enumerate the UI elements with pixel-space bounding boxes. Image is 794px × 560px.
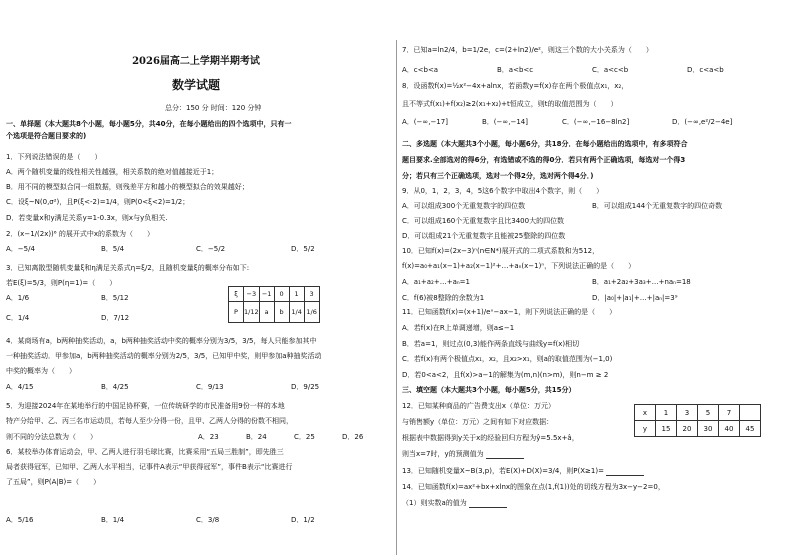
q9-option-c: C．可以组成160个无重复数字且比3400大的四位数 bbox=[402, 217, 565, 225]
q10-option-a: A．a₁+a₂+…+aₙ=1 bbox=[402, 278, 470, 286]
q12-line-4 bbox=[402, 450, 524, 459]
q4-line-1: 4．某商场有a，b两种抽奖活动，a，b两种抽奖活动中奖的概率分别为3/5，3/5，每人只能参加其中 bbox=[6, 337, 317, 345]
table-cell: 7 bbox=[719, 405, 740, 421]
q2-stem: 2．(x−1/(2x))⁶ 的展开式中x的系数为（ ） bbox=[6, 230, 154, 238]
q8-options bbox=[402, 118, 772, 127]
table-cell: 1/4 bbox=[289, 302, 304, 323]
q2-option-b: B．5/4 bbox=[101, 245, 125, 253]
q5-line-2: 特产分给甲、乙、丙三名市运动员，若每人至少分得一份，且甲、乙两人分得的份数不相同， bbox=[6, 417, 293, 425]
q13-stem: 13．已知随机变量X~B(3,p)，若E(X)+D(X)=3/4，则P(X≥1)= bbox=[402, 467, 604, 475]
q9-option-a: A．可以组成300个无重复数字的四位数 bbox=[402, 202, 526, 210]
subject-title: 数学试题 bbox=[171, 78, 220, 92]
table-cell: 1/12 bbox=[244, 302, 260, 323]
q10-line-1: 10．已知f(x)=(2x−3)ⁿ(n∈N*)展开式的二项式系数和为512， bbox=[402, 247, 600, 255]
section2-line-2: 题目要求.全部选对的得6分，有选错或不选的得0分．若只有两个正确选项，每选对一个得3 bbox=[402, 156, 686, 164]
table-cell: b bbox=[274, 302, 289, 323]
q3-options-row2 bbox=[6, 314, 196, 323]
q5-option-c: C．25 bbox=[294, 433, 315, 441]
table-row bbox=[229, 287, 320, 302]
q13-answer-blank[interactable] bbox=[606, 468, 644, 476]
section3-heading: 三、填空题（本大题共3个小题，每小题5分，共15分） bbox=[402, 386, 576, 394]
table-cell: 20 bbox=[677, 421, 698, 437]
q14-answer-blank[interactable] bbox=[469, 500, 507, 508]
q1-option-d: D．若变量x和y满足关系y=1-0.3x，则x与y负相关. bbox=[6, 214, 168, 222]
q2-option-c: C．−5/2 bbox=[196, 245, 226, 253]
q9-option-d: D．可以组成21个无重复数字且能被25整除的四位数 bbox=[402, 232, 566, 240]
exam-title: 2026届高二上学期半期考试 bbox=[132, 56, 260, 67]
q3-option-b: B．5/12 bbox=[101, 294, 129, 302]
table-cell: P bbox=[229, 302, 244, 323]
q7-option-a: A．c<b<a bbox=[402, 66, 439, 74]
q11-stem: 11．已知函数f(x)=(x+1)/eˣ−ax−1，则下列说法正确的是（ ） bbox=[402, 308, 617, 316]
q14-line-1: 14．已知函数f(x)=ax²+bx+xlnx的图象在点(1,f(1))处的切线方程为3x−y−2=0， bbox=[402, 483, 665, 491]
q11-option-d: D．若0<a<2，且f(x)>a−1的解集为(m,n)(n>m)，则n−m ≥ 2 bbox=[402, 371, 609, 379]
q8-line-1: 8．设函数f(x)=½x²−4x+alnx，若函数y=f(x)存在两个极值点x₁，x₂， bbox=[402, 82, 629, 90]
q5-option-d: D．26 bbox=[342, 433, 364, 441]
q4-option-a: A．4/15 bbox=[6, 383, 34, 391]
section1-heading-2: 个选项是符合题目要求的) bbox=[6, 132, 87, 140]
q4-line-2: 一种抽奖活动．甲参加a，b两种抽奖活动的概率分别为2/5，3/5，已知甲中奖，则甲参加a种抽奖活动 bbox=[6, 352, 322, 360]
q6-line-1: 6．某校举办体育运动会，甲、乙两人进行羽毛球比赛，比赛采用“五局三胜制”，即先胜三 bbox=[6, 448, 284, 456]
table-cell: 1/6 bbox=[304, 302, 319, 323]
q12-line-2: 与销售额y（单位：万元）之间有如下对应数据： bbox=[402, 418, 554, 426]
q6-option-a: A．5/16 bbox=[6, 516, 34, 524]
q1-option-c: C．设ξ~N(0,σ²)，且P(ξ<-2)=1/4，则P(0<ξ<2)=1/2； bbox=[6, 198, 190, 206]
q8-option-a: A．(−∞,−17] bbox=[402, 118, 448, 126]
q6-line-3: 了五局”，则P(A|B)=（ ） bbox=[6, 478, 101, 486]
q2-option-d: D．5/2 bbox=[291, 245, 315, 253]
table-cell: 30 bbox=[698, 421, 719, 437]
q6-option-c: C．3/8 bbox=[196, 516, 220, 524]
q6-option-d: D．1/2 bbox=[291, 516, 315, 524]
q10-line-2: f(x)=a₀+a₁(x−1)+a₂(x−1)²+…+aₙ(x−1)ⁿ，下列说法正确的是（ ） bbox=[402, 262, 636, 270]
table-cell bbox=[740, 405, 761, 421]
q10-options-row1 bbox=[402, 278, 782, 287]
q14-line-2 bbox=[402, 499, 507, 508]
q3-option-d: D．7/12 bbox=[101, 314, 130, 322]
q3-option-c: C．1/4 bbox=[6, 314, 30, 322]
q4-option-c: C．9/13 bbox=[196, 383, 224, 391]
q5-option-a: A．23 bbox=[198, 433, 219, 441]
q8-option-d: D．(−∞,e²/2−4e] bbox=[672, 118, 733, 126]
section1-heading: 一、单择题（本大题共8个小题，每小题5分，共40分，在每小题给出的四个选项中，只有一 bbox=[6, 120, 292, 128]
q2-options bbox=[6, 245, 386, 254]
q10-option-b: B．a₁+2a₂+3a₃+…+naₙ=18 bbox=[592, 278, 691, 286]
table-row bbox=[635, 405, 761, 421]
q6-option-b: B．1/4 bbox=[101, 516, 125, 524]
q12-answer-blank[interactable] bbox=[486, 451, 524, 459]
q12-line-3: 根据表中数据得到y关于x的经验回归方程为ŷ=5.5x+â， bbox=[402, 434, 579, 442]
table-cell: 1 bbox=[289, 287, 304, 302]
q11-option-c: C．若f(x)有两个极值点x₁，x₂，且x₂>x₁，则a的取值范围为(−1,0) bbox=[402, 355, 613, 363]
q11-option-b: B．若a=1，则过点(0,3)能作两条直线与曲线y=f(x)相切 bbox=[402, 340, 580, 348]
q2-option-a: A．−5/4 bbox=[6, 245, 35, 253]
q5-line-3: 则不同的分法总数为（ ） bbox=[6, 433, 97, 441]
q10-options-row2 bbox=[402, 294, 782, 303]
table-cell: 3 bbox=[677, 405, 698, 421]
q7-stem: 7．已知a=ln2/4，b=1/2e，c=(2+ln2)/e²，则这三个数的大小关系为（ ） bbox=[402, 46, 653, 54]
table-row bbox=[229, 302, 320, 323]
table-cell: 0 bbox=[274, 287, 289, 302]
left-column bbox=[0, 0, 392, 560]
q12-line-1: 12．已知某种商品的广告费支出x（单位：万元） bbox=[402, 402, 556, 410]
table-cell: a bbox=[259, 302, 274, 323]
table-cell: −3 bbox=[244, 287, 260, 302]
q8-option-c: C．(−∞,−16−8ln2] bbox=[562, 118, 630, 126]
q5-options bbox=[198, 433, 390, 442]
q11-option-a: A．若f(x)在R上单调递增，则a≤−1 bbox=[402, 324, 515, 332]
q12-data-table bbox=[634, 404, 761, 437]
q10-option-d: D．|a₀|+|a₁|+…+|aₙ|=3⁹ bbox=[592, 294, 678, 302]
q4-option-b: B．4/25 bbox=[101, 383, 129, 391]
table-cell: 45 bbox=[740, 421, 761, 437]
q7-option-b: B．a<b<c bbox=[497, 66, 534, 74]
q7-options bbox=[402, 66, 782, 75]
table-cell: 40 bbox=[719, 421, 740, 437]
q10-option-c: C．f(6)被8整除的余数为1 bbox=[402, 294, 485, 302]
table-cell: 5 bbox=[698, 405, 719, 421]
q7-option-d: D．c<a<b bbox=[687, 66, 724, 74]
q4-line-3: 中奖的概率为（ ） bbox=[6, 367, 76, 375]
section2-line-1: 二、多选题（本大题共3个小题，每小题6分，共18分．在每小题给出的选项中，有多项符合 bbox=[402, 140, 688, 148]
q14-part1-text: （1）则实数a的值为 bbox=[402, 499, 467, 507]
q8-line-2: 且不等式f(x₁)+f(x₂)≥2(x₁+x₂)+t恒成立，则t的取值范围为（ ） bbox=[402, 100, 618, 108]
table-cell: ξ bbox=[229, 287, 244, 302]
q3-options-row1 bbox=[6, 294, 196, 303]
q12-line-4-text: 则当x=7时，y的预测值为 bbox=[402, 450, 484, 458]
table-cell: x bbox=[635, 405, 656, 421]
table-row bbox=[635, 421, 761, 437]
q4-options bbox=[6, 383, 386, 392]
q1-stem: 1．下列说法错误的是（ ） bbox=[6, 153, 102, 161]
q9-stem: 9．从0，1，2，3，4，5这6个数字中取出4个数字，则（ ） bbox=[402, 187, 604, 195]
q6-line-2: 局者获得冠军，已知甲、乙两人水平相当，记事件A表示“甲获得冠军”，事件B表示“比赛进行 bbox=[6, 463, 293, 471]
q5-option-b: B．24 bbox=[246, 433, 267, 441]
q7-option-c: C．a<c<b bbox=[592, 66, 629, 74]
table-cell: 3 bbox=[304, 287, 319, 302]
column-divider bbox=[396, 40, 397, 555]
q1-option-b: B．用不同的模型拟合同一组数据，则残差平方和越小的模型拟合的效果越好； bbox=[6, 183, 249, 191]
q1-option-a: A．两个随机变量的线性相关性越强，相关系数的绝对值越接近于1； bbox=[6, 168, 219, 176]
q3-stem: 3．已知离散型随机变量ξ和η满足关系式η=ξ/2，且随机变量ξ的概率分布如下: bbox=[6, 264, 250, 272]
q5-line-1: 5．为迎接2024年在某地举行的中国足协杯赛，一位传统研学的市民准备用9份一样的本地 bbox=[6, 402, 285, 410]
exam-meta: 总分：150 分 时间：120 分钟 bbox=[165, 104, 262, 112]
q3-stem-2: 若E(ξ)=5/3，则P(η=1)=（ ） bbox=[6, 279, 117, 287]
q9-option-b: B．可以组成144个无重复数字的四位奇数 bbox=[592, 202, 723, 210]
q3-option-a: A．1/6 bbox=[6, 294, 30, 302]
q4-option-d: D．9/25 bbox=[291, 383, 320, 391]
table-cell: 1 bbox=[656, 405, 677, 421]
q13-line bbox=[402, 467, 644, 476]
q6-options bbox=[6, 516, 386, 525]
q3-distribution-table bbox=[228, 286, 320, 323]
q9-options-row1 bbox=[402, 202, 782, 211]
table-cell: −1 bbox=[259, 287, 274, 302]
table-cell: 15 bbox=[656, 421, 677, 437]
table-cell: y bbox=[635, 421, 656, 437]
section2-line-3: 分；若只有三个正确选项，选对一个得2分，选对两个得4分．) bbox=[402, 172, 594, 180]
right-column bbox=[400, 0, 792, 560]
q8-option-b: B．(−∞,−14] bbox=[482, 118, 528, 126]
